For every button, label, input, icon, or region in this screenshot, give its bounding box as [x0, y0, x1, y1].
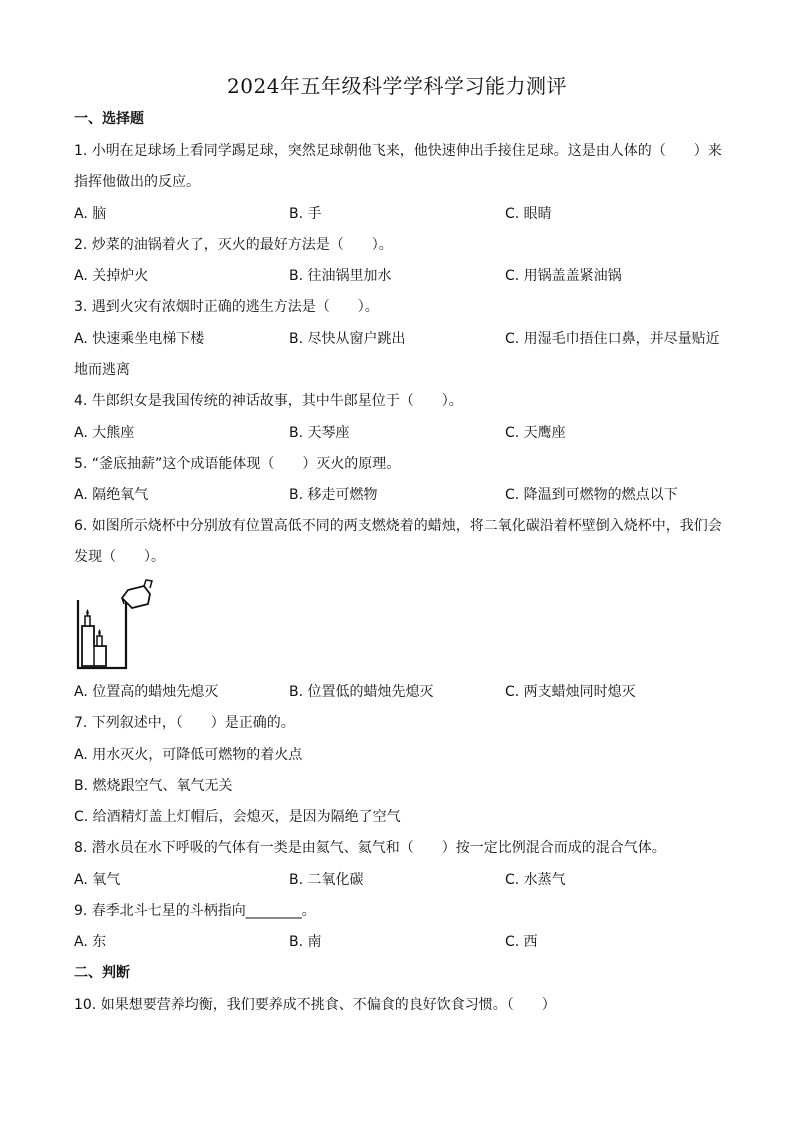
question-8-option-a: A. 氧气	[74, 872, 121, 888]
question-4-option-b: B. 天琴座	[289, 425, 350, 441]
question-1-option-c: C. 眼睛	[505, 206, 552, 222]
question-8-option-c: C. 水蒸气	[505, 872, 566, 888]
beaker-outline	[78, 600, 126, 668]
question-5-option-a: A. 隔绝氧气	[74, 487, 149, 503]
question-6-option-c: C. 两支蜡烛同时熄灭	[505, 684, 636, 700]
question-2-option-c: C. 用锅盖盖紧油锅	[505, 268, 622, 284]
question-4-option-a: A. 大熊座	[74, 425, 135, 441]
question-2-stem: 2. 炒菜的油锅着火了，灭火的最好方法是（ ）。	[74, 237, 393, 253]
question-7-stem: 7. 下列叙述中，（ ）是正确的。	[74, 715, 295, 731]
page-title: 2024年五年级科学学科学习能力测评	[227, 74, 567, 98]
question-7-option-c: C. 给酒精灯盖上灯帽后，会熄灭，是因为隔绝了空气	[74, 809, 401, 825]
section-heading-choice: 一、选择题	[74, 111, 144, 127]
question-4-option-c: C. 天鹰座	[505, 425, 566, 441]
question-5-option-c: C. 降温到可燃物的燃点以下	[505, 487, 678, 503]
question-6-stem-cont: 发现（ ）。	[74, 549, 165, 565]
question-1-stem-cont: 指挥他做出的反应。	[74, 174, 200, 190]
question-1-option-b: B. 手	[289, 206, 322, 222]
question-3-option-c: C. 用湿毛巾捂住口鼻，并尽量贴近	[505, 331, 720, 347]
low-candle	[97, 629, 102, 646]
question-2-option-a: A. 关掉炉火	[74, 268, 149, 284]
question-6-option-a: A. 位置高的蜡烛先熄灭	[74, 684, 219, 700]
question-10-stem: 10. 如果想要营养均衡，我们要养成不挑食、不偏食的良好饮食习惯。（ ）	[74, 997, 556, 1013]
question-3-option-a: A. 快速乘坐电梯下楼	[74, 331, 205, 347]
question-5-stem: 5. “釜底抽薪”这个成语能体现（ ）灭火的原理。	[74, 456, 401, 472]
high-candle	[85, 609, 90, 626]
question-9-option-c: C. 西	[505, 934, 538, 950]
question-1-stem: 1. 小明在足球场上看同学踢足球，突然足球朝他飞来，他快速伸出手接住足球。这是由人体的（ ）来	[74, 143, 722, 159]
section-heading-judge: 二、判断	[74, 965, 130, 981]
question-3-option-c-cont: 地而逃离	[74, 362, 130, 378]
question-2-option-b: B. 往油锅里加水	[289, 268, 392, 284]
question-9-stem: 9. 春季北斗七星的斗柄指向________。	[74, 903, 316, 919]
question-8-stem: 8. 潜水员在水下呼吸的气体有一类是由氦气、氦气和（ ）按一定比例混合而成的混合气体。	[74, 840, 666, 856]
question-1-option-a: A. 脑	[74, 206, 107, 222]
question-3-option-b: B. 尽快从窗户跳出	[289, 331, 406, 347]
question-6-stem: 6. 如图所示烧杯中分别放有位置高低不同的两支燃烧着的蜡烛，将二氧化碳沿着杯壁倒入烧杯中，我们会	[74, 518, 722, 534]
question-9-option-a: A. 东	[74, 934, 107, 950]
question-5-option-b: B. 移走可燃物	[289, 487, 378, 503]
question-7-option-a: A. 用水灭火，可降低可燃物的着火点	[74, 747, 303, 763]
question-3-stem: 3. 遇到火灾有浓烟时正确的逃生方法是（ ）。	[74, 299, 379, 315]
question-6-option-b: B. 位置低的蜡烛先熄灭	[289, 684, 434, 700]
question-9-option-b: B. 南	[289, 934, 322, 950]
beaker-candles-figure	[74, 578, 164, 670]
question-8-option-b: B. 二氧化碳	[289, 872, 364, 888]
question-7-option-b: B. 燃烧跟空气、氧气无关	[74, 778, 233, 794]
question-4-stem: 4. 牛郎织女是我国传统的神话故事，其中牛郎星位于（ ）。	[74, 393, 463, 409]
